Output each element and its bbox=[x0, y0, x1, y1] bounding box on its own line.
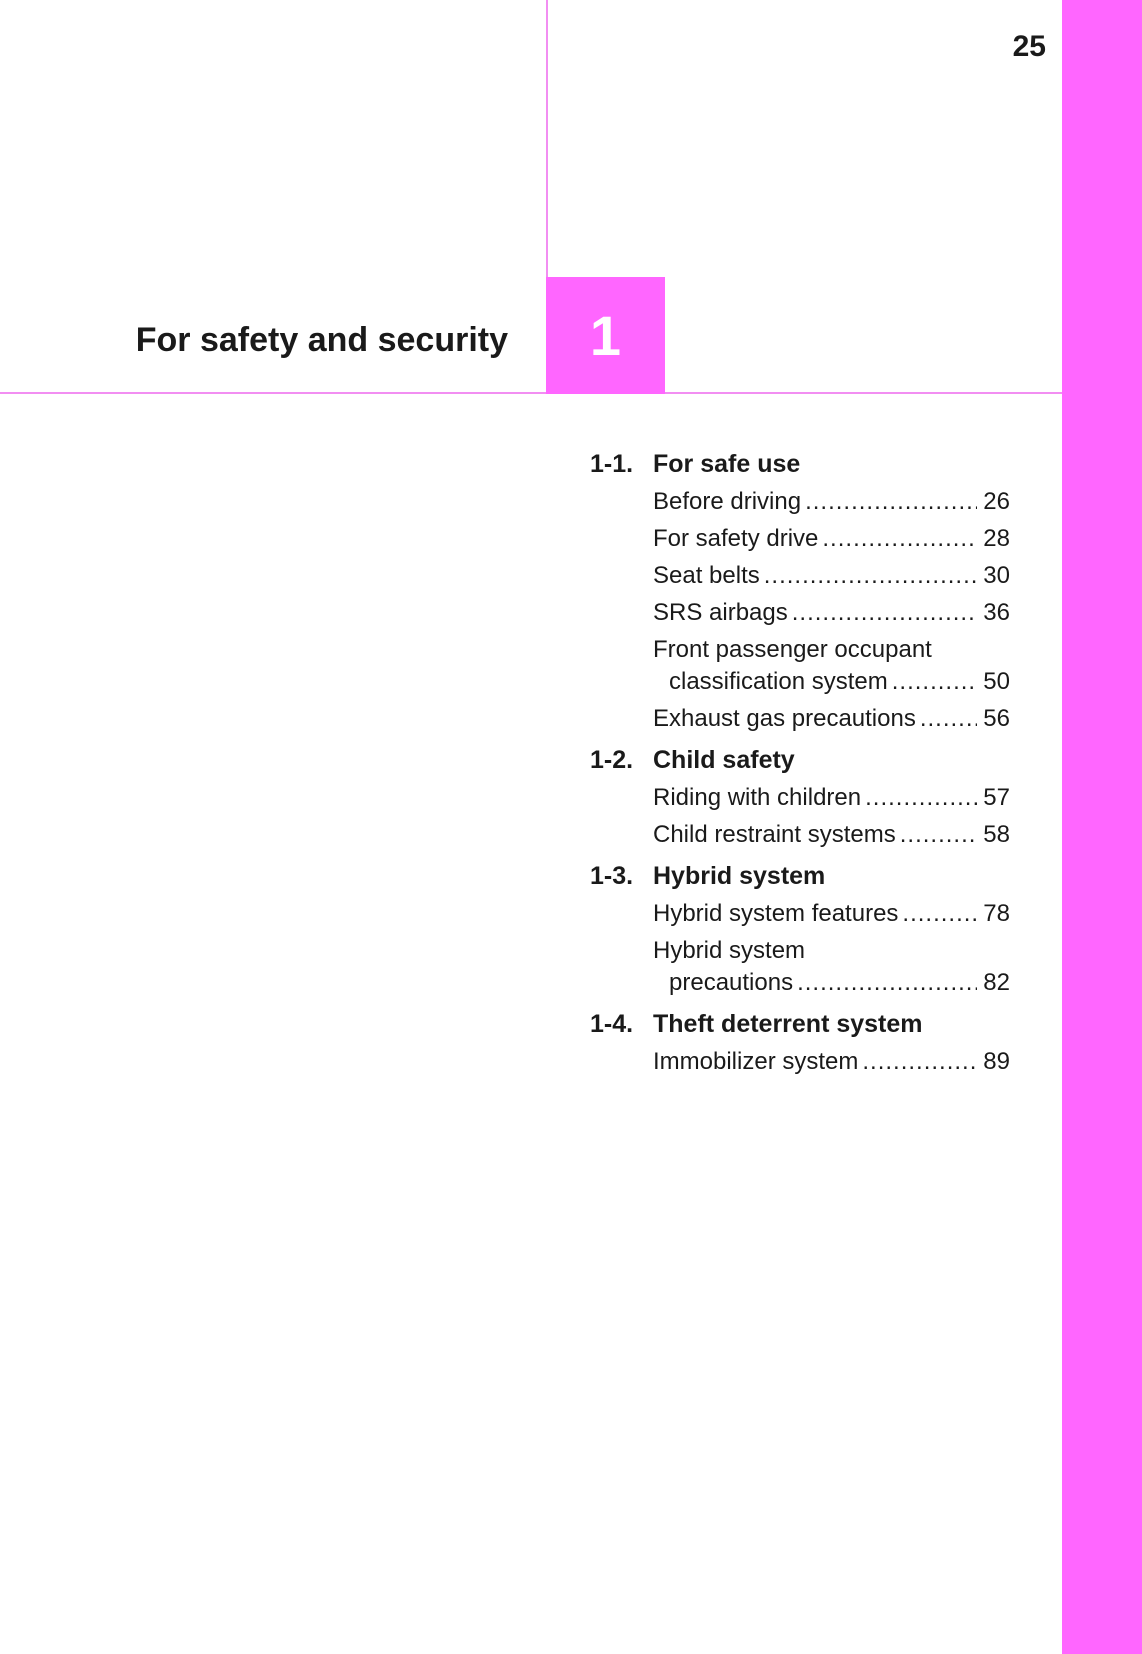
toc-entry-page: 82 bbox=[983, 969, 1010, 996]
toc-entry[interactable] bbox=[653, 484, 1010, 521]
toc-section bbox=[590, 444, 1010, 738]
toc-entry[interactable] bbox=[653, 817, 1010, 854]
toc-section-heading[interactable] bbox=[590, 856, 1010, 896]
dot-leader bbox=[920, 703, 977, 735]
dot-leader bbox=[865, 782, 977, 814]
chapter-number-badge: 1 bbox=[546, 277, 665, 394]
dot-leader bbox=[792, 597, 978, 629]
toc-entry-page: 89 bbox=[983, 1048, 1010, 1075]
toc-entry-label: Seat belts bbox=[653, 562, 760, 589]
toc-entry-page: 56 bbox=[983, 705, 1010, 732]
toc-entry-page: 58 bbox=[983, 821, 1010, 848]
toc-section-heading[interactable] bbox=[590, 444, 1010, 484]
toc-entry-label-continued: precautions bbox=[669, 969, 794, 996]
toc-entry-label: Exhaust gas precautions bbox=[653, 705, 916, 732]
toc-section-number: 1-1. bbox=[590, 449, 634, 478]
toc-entry[interactable] bbox=[653, 632, 1010, 701]
toc-entry-page: 28 bbox=[983, 525, 1010, 552]
toc-entry[interactable] bbox=[653, 896, 1010, 933]
toc-entry[interactable] bbox=[653, 595, 1010, 632]
dot-leader bbox=[902, 898, 977, 930]
dot-leader bbox=[892, 666, 978, 698]
toc-section-title: Hybrid system bbox=[653, 861, 826, 890]
toc-section-number: 1-3. bbox=[590, 861, 634, 890]
toc-entry[interactable] bbox=[653, 780, 1010, 817]
side-thumb-tab bbox=[1062, 0, 1142, 1654]
page-number: 25 bbox=[1012, 30, 1046, 63]
dot-leader bbox=[805, 486, 977, 518]
toc-entry-label: Riding with children bbox=[653, 784, 862, 811]
toc-entry[interactable] bbox=[653, 1044, 1010, 1081]
toc-entry-page: 26 bbox=[983, 488, 1010, 515]
toc-entry-page: 50 bbox=[983, 668, 1010, 695]
dot-leader bbox=[764, 560, 978, 592]
toc-entry-label: For safety drive bbox=[653, 525, 819, 552]
dot-leader bbox=[900, 819, 978, 851]
toc-entry-label: Front passenger occupant bbox=[653, 636, 932, 663]
toc-section-number: 1-4. bbox=[590, 1009, 634, 1038]
toc-entry-page: 30 bbox=[983, 562, 1010, 589]
toc-section-title: For safe use bbox=[653, 449, 801, 478]
toc-section-heading[interactable] bbox=[590, 740, 1010, 780]
toc-entry[interactable] bbox=[653, 521, 1010, 558]
toc-entry[interactable] bbox=[653, 933, 1010, 1002]
toc-entry[interactable] bbox=[653, 701, 1010, 738]
toc-section-heading[interactable] bbox=[590, 1004, 1010, 1044]
chapter-title: For safety and security bbox=[135, 321, 508, 359]
toc-section bbox=[590, 1004, 1010, 1081]
toc-section-title: Child safety bbox=[653, 745, 795, 774]
dot-leader bbox=[862, 1046, 977, 1078]
toc-entry-page: 57 bbox=[983, 784, 1010, 811]
toc-entry-label: SRS airbags bbox=[653, 599, 788, 626]
toc-entry-page: 36 bbox=[983, 599, 1010, 626]
toc-entry-label: Child restraint systems bbox=[653, 821, 896, 848]
dot-leader bbox=[797, 967, 977, 999]
toc-section bbox=[590, 856, 1010, 1002]
toc-entry[interactable] bbox=[653, 558, 1010, 595]
table-of-contents bbox=[590, 444, 1010, 1083]
toc-section-number: 1-2. bbox=[590, 745, 634, 774]
toc-entry-page: 78 bbox=[983, 900, 1010, 927]
dot-leader bbox=[822, 523, 977, 555]
horizontal-rule bbox=[0, 392, 1062, 394]
toc-section bbox=[590, 740, 1010, 854]
toc-section-title: Theft deterrent system bbox=[653, 1009, 923, 1038]
toc-entry-label: Hybrid system bbox=[653, 937, 806, 964]
toc-entry-label: Hybrid system features bbox=[653, 900, 899, 927]
toc-entry-label: Immobilizer system bbox=[653, 1048, 859, 1075]
toc-entry-label: Before driving bbox=[653, 488, 802, 515]
toc-entry-label-continued: classification system bbox=[669, 668, 888, 695]
